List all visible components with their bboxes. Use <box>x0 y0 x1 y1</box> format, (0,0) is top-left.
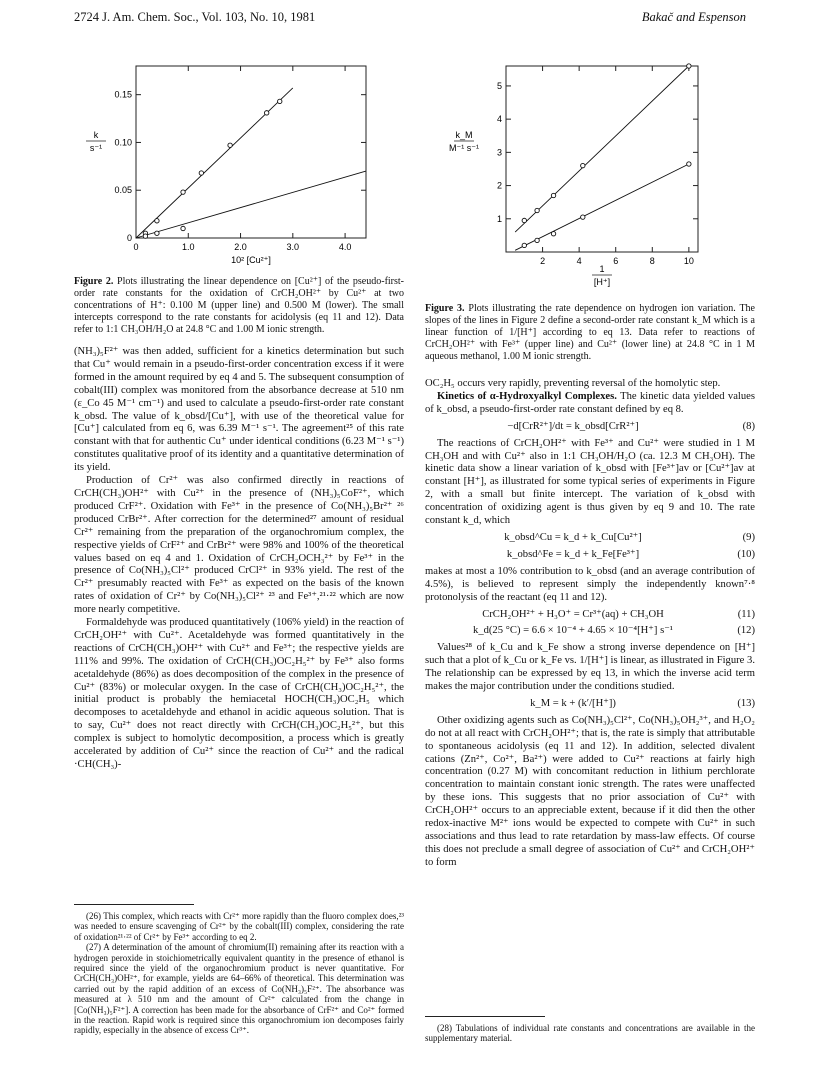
series-1-point <box>228 143 232 147</box>
left-paragraph-3: Formaldehyde was produced quantitatively (106% yield) in the reaction of CrCH₂OH²⁺ with Cu²⁺. Acetaldehyde was formed quantitatively in the reactions of CrCH(CH₃)OH²⁺ with Cu²⁺ and Fe³⁺; the respective yields are 111% and 99%. The oxidation of CrCH(CH₃)OC₂H₅²⁺ by Fe³⁺ also forms acetaldehyde (86%) as does decomposition of the complex in the presence of Cu²⁺ (83%) or molecular oxygen. In the case of CrCH(CH₃)OC₂H₅²⁺, the initial product is probably the hemiacetal HOCH(CH₃)OC₂H₅ which decomposes to acetaldehyde and ethanol in acidic aqueous solution. That is to say, Cu²⁺ does not react directly with CrCH(CH₃)OC₂H₅²⁺, but this complex is subject to homolytic decomposition, a process which is greatly accelerated by addition of Cu²⁺ since the reaction of Cu²⁺ and the radical ·CH(CH₃)- <box>74 617 404 770</box>
right-paragraph-2: The kinetic data yielded values of k_obsd, a pseudo-first-order rate constant defined by eq 8. <box>425 390 755 415</box>
equation-12: k_d(25 °C) = 6.6 × 10⁻⁴ + 4.65 × 10⁻⁴[H⁺] s⁻¹ (12) <box>473 625 755 637</box>
figure-3-caption-text: Plots illustrating the rate dependence on hydrogen ion variation. The slopes of the lines in Figure 2 define a second-order rate constant k_M which is a linear function of 1/[H⁺] according to eq 13. Data refer to reactions of CrCH₂OH²⁺ with Fe³⁺ (upper line) and Cu²⁺ (lower line) at 24.8 °C in 1 M aqueous methanol, 1.00 M ionic strength. <box>425 303 755 362</box>
x-axis-label: 10² [Cu²⁺] <box>231 255 271 265</box>
y-tick-label: 0.15 <box>114 89 132 100</box>
x-axis-label-top: 1 <box>599 264 605 274</box>
running-header-left: 2724 J. Am. Chem. Soc., Vol. 103, No. 10, 1981 <box>74 10 316 24</box>
y-tick-label: 5 <box>496 80 502 91</box>
series-2-point <box>181 226 185 230</box>
section-heading: Kinetics of α-Hydroxyalkyl Complexes. <box>437 390 617 402</box>
x-tick-label: 8 <box>649 256 655 266</box>
right-paragraph-1: OC₂H₅ occurs very rapidly, preventing reversal of the homolytic step. <box>425 378 721 389</box>
equation-8: −d[CrR²⁺]/dt = k_obsd[CrR²⁺] (8) <box>507 420 755 432</box>
series-2-point <box>535 238 539 242</box>
y-tick-label: 2 <box>496 180 502 191</box>
y-tick-label: 0.05 <box>114 185 132 196</box>
right-paragraph-4: makes at most a 10% contribution to k_obsd (and an average contribution of 4.5%), is believed to represent simply the independently known⁷·⁸ protonolysis of the reactant (eq 11 and 12). <box>425 565 755 603</box>
series-1-point <box>181 190 185 194</box>
footnote-26: (26) This complex, which reacts with Cr²⁺ more rapidly than the fluoro complex does,²³ was needed to ensure scavenging of Cr²⁺ by the cobalt(III) complex, considering the rate of oxidation²¹·²² of Cr²⁺ by Fe³⁺ according to eq 2. <box>74 911 404 942</box>
y-tick-label: 0.10 <box>114 137 132 148</box>
y-axis-label-top: k <box>93 130 99 140</box>
footnote-27: (27) A determination of the amount of chromium(II) remaining after its reaction with a hydrogen peroxide in stoichiometrically equivalent quantity in the presence of ethanol is required since the yield of the organochromium product is never quantitative. For CrCH(CH₃)OH²⁺, for example, yields are 64–66% of theoretical. This determination was carried out by the rapid addition of an excess of Co(NH₃)₅F²⁺. The absorbance was measured at λ 510 nm and the amount of Cr²⁺ calculated from the change in [Co(NH₃)₅F²⁺]. A correction has been made for the absorbance of CrF²⁺ and Co²⁺ formed in the reaction. Rapid work is required since this organochromium ion decomposes fairly rapidly, especially in the absence of excess Cr³⁺. <box>74 942 404 1036</box>
footnote-rule-right <box>425 1016 545 1017</box>
equation-11: CrCH₂OH²⁺ + H₃O⁺ = Cr³⁺(aq) + CH₃OH (11) <box>482 608 755 620</box>
series-1-point <box>581 163 585 167</box>
y-tick-label: 0 <box>126 233 132 243</box>
y-axis-label-top: k_M <box>455 130 473 140</box>
equation-9: k_obsd^Cu = k_d + k_Cu[Cu²⁺] (9) <box>504 531 755 543</box>
y-axis-label-bottom: s⁻¹ <box>89 143 103 153</box>
series-2-point <box>581 215 585 219</box>
figure-2-caption-text: Plots illustrating the linear dependence on [Cu²⁺] of the pseudo-first-order rate constants for the oxidation of CrCH₂OH²⁺ by Cu²⁺ at two concentrations of H⁺: 0.100 M (upper line) and 0.500 M (lower). The small intercepts correspond to the rate constants for acidolysis (eq 11 and 12). Data refer to 1:1 CH₃OH/H₂O at 24.8 °C and 1.00 M ionic strength. <box>74 276 405 335</box>
figure-2-caption <box>74 276 404 336</box>
plot-frame <box>136 66 366 238</box>
x-tick-label: 4 <box>576 256 582 266</box>
series-1-point <box>155 219 159 223</box>
series-1-point <box>687 64 691 68</box>
series-2-point <box>155 231 159 235</box>
y-tick-label: 3 <box>496 147 502 158</box>
y-axis-label-bottom: M⁻¹ s⁻¹ <box>449 143 479 153</box>
figure-2-chart <box>74 58 394 276</box>
series-2-point <box>522 243 526 247</box>
y-tick-label: 1 <box>496 213 502 224</box>
running-header-right: Bakač and Espenson <box>641 10 746 24</box>
figure-3-label: Figure 3. <box>425 303 465 314</box>
y-tick-label: 4 <box>496 114 502 125</box>
x-tick-label: 10 <box>683 256 694 266</box>
series-1-point <box>535 208 539 212</box>
right-paragraph-3: The reactions of CrCH₂OH²⁺ with Fe³⁺ and Cu²⁺ were studied in 1 M CH₃OH and with Cu²⁺ also in 1:1 CH₃OH/H₂O (ca. 12.3 M CH₃OH). The kinetic data show a linear variation of k_obsd with [Fe³⁺]av or [Cu²⁺]av at constant [H⁺], as illustrated for some typical series of experiments in Figure 2, with a small but finite intercept. The variation of k_obsd with concentration of oxidizing agent is thus given by eq 9 and 10. The rate constant k_d, which <box>425 437 755 527</box>
x-tick-label: 1.0 <box>182 242 195 252</box>
left-footnotes <box>74 898 404 1036</box>
series-2-point <box>143 234 147 238</box>
right-paragraph-5: Values²⁸ of k_Cu and k_Fe show a strong inverse dependence on [H⁺] such that a plot of k_Cu or k_Fe vs. 1/[H⁺] is linear, as illustrated in Figure 3. The relationship can be expressed by eq 13, in which the inverse acid term makes the major contribution under the conditions studied. <box>425 642 755 693</box>
x-tick-label: 2 <box>540 256 546 266</box>
figure-2-label: Figure 2. <box>74 276 114 287</box>
right-footnotes <box>425 1010 755 1044</box>
left-column <box>74 346 404 772</box>
right-paragraph-6: Other oxidizing agents such as Co(NH₃)₅Cl²⁺, Co(NH₃)₅OH₂³⁺, and H₂O₂ do not at all react with CrCH₂OH²⁺; that is, the rate is simply that attributable to spontaneous acidolysis (eq 11 and 12). In addition, selected divalent cations (Zn²⁺, Co²⁺, Ba²⁺) were added to Cu²⁺ reactions at fairly high concentration (0.27 M) with concomitant reduction in lithium perchlorate concentration to maintain constant ionic strength. The rates were unaffected by these ions. This suggests that no prior association of Cu²⁺ with CrCH₂OH²⁺ occurs to an appreciable extent, because if it did then the other redox-inactive M²⁺ ions would be expected to compete with Cu²⁺ in such associations and thus lead to rate retardation by mass-law effects. Of course this does not preclude a small degree of association of Cu²⁺ and CrCH₂OH²⁺ to form <box>425 714 755 868</box>
series-2-point <box>687 162 691 166</box>
x-tick-label: 0 <box>133 242 139 252</box>
equation-13: k_M = k + (k′/[H⁺]) (13) <box>530 697 755 709</box>
series-1-point <box>551 193 555 197</box>
series-1-point <box>278 99 282 103</box>
left-paragraph-1: (NH₃)₅F²⁺ was then added, sufficient for a kinetics determination but such that Cu⁺ would remain in a pseudo-first-order concentration excess if it were formed in the amount required by eq 4 and 5. The subsequent consumption of cobalt(III) complex was monitored from the absorbance decrease at 510 nm (ε_Co 45 M⁻¹ cm⁻¹) and used to calculate a pseudo-first-order rate constant k_obsd. The value of k_obsd/[Cu⁺], with use of the theoretical value for [Cu⁺] calculated from eq 6, was 6.39 M⁻¹ s⁻¹. The agreement²⁵ of this rate constant with that for authentic Cu⁺ under identical conditions (6.23 M⁻¹ s⁻¹) constitutes qualitative proof of its identity and a quantitative determination of its yield. <box>74 346 404 474</box>
series-1-point <box>199 171 203 175</box>
x-axis-label-bottom: [H⁺] <box>593 277 611 287</box>
plot-frame <box>506 66 698 252</box>
x-tick-label: 2.0 <box>234 242 247 252</box>
right-column <box>425 378 755 870</box>
footnote-rule <box>74 904 194 905</box>
figure-3-chart <box>440 58 750 296</box>
equation-10: k_obsd^Fe = k_d + k_Fe[Fe³⁺] (10) <box>506 548 755 560</box>
footnote-28: (28) Tabulations of individual rate constants and concentrations are available in the supplementary material. <box>425 1023 755 1044</box>
x-tick-label: 4.0 <box>338 242 352 252</box>
figure-3-caption <box>425 303 755 363</box>
series-2-point <box>551 232 555 236</box>
x-tick-label: 6 <box>613 256 619 266</box>
x-tick-label: 3.0 <box>286 242 300 252</box>
series-1-point <box>264 111 268 115</box>
series-1-point <box>522 218 526 222</box>
left-paragraph-2: Production of Cr²⁺ was also confirmed directly in reactions of CrCH(CH₃)OH²⁺ with Cu²⁺ in the presence of (NH₃)₅CoF²⁺, which produced CrF²⁺. Oxidation with Fe³⁺ in the presence of Co(NH₃)₅Br²⁺ ²⁶ produced CrBr²⁺. After correction for the determined²⁷ amount of residual Cr²⁺ remaining from the preparation of the organochromium complex, the respective yields of CrF²⁺ and CrBr²⁺ were 98% and 100% of the theoretical values based on eq 4 and 1. Oxidation of CrCH₂OCH₃²⁺ by Fe³⁺ in the presence of Co(NH₃)₅Cl²⁺ produced CrCl²⁺ in 93% yield. The rest of the Cr²⁺ presumably reacted with Fe³⁺ as expected on the basis of the known rates of oxidation of Cr²⁺ by Co(NH₃)₅Cl²⁺ ²³ and Fe³⁺,²¹·²² which are now more nearly competitive. <box>74 475 404 616</box>
